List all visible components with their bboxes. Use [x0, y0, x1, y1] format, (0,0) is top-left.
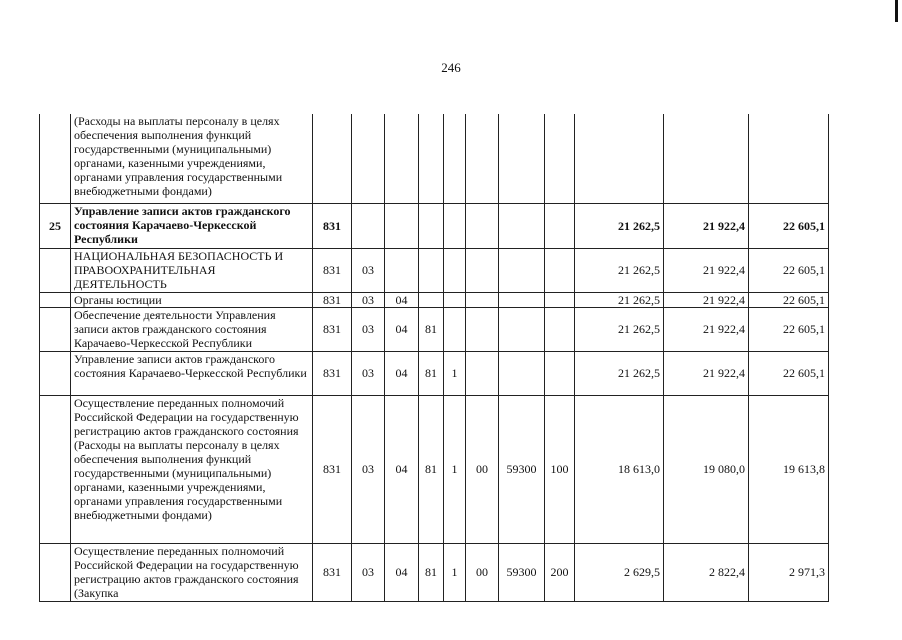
subprogram-code: [444, 114, 466, 203]
expense-code: 59300: [499, 543, 545, 601]
direction-code: 00: [466, 395, 499, 543]
page-number: 246: [441, 60, 461, 75]
item-name: Обеспечение деятельности Управления записи актов гражданского состояния Карачаево-Черкесской Республики: [71, 307, 313, 351]
subsection-code: [385, 203, 419, 248]
item-name: Осуществление переданных полномочий Российской Федерации на государственную регистрацию актов гражданского состояния (Расходы на выплаты персоналу в целях обеспечения выполнения функций государственными (муниципальными) органами, казенными учреждениями, органами управления государственными внебюджетными фондами): [71, 395, 313, 543]
subprogram-code: 1: [444, 543, 466, 601]
expense-type-code: [545, 203, 575, 248]
item-name: Органы юстиции: [71, 292, 313, 307]
section-code: 03: [352, 351, 385, 395]
table-row: [40, 114, 829, 203]
subprogram-code: [444, 203, 466, 248]
expense-code: [499, 351, 545, 395]
section-code: 03: [352, 248, 385, 292]
ved-code: 831: [313, 543, 352, 601]
item-name: (Расходы на выплаты персоналу в целях обеспечения выполнения функций государственными (муниципальными) органами, казенными учреждениями, органами управления государственными внебюджетными фондами): [71, 114, 313, 203]
amount-year-3: 22 605,1: [749, 248, 829, 292]
row-number: [40, 292, 71, 307]
direction-code: [466, 307, 499, 351]
amount-year-2: 21 922,4: [664, 203, 749, 248]
expense-type-code: [545, 351, 575, 395]
subsection-code: 04: [385, 351, 419, 395]
program-code: [419, 292, 444, 307]
ved-code: 831: [313, 395, 352, 543]
item-name: Осуществление переданных полномочий Российской Федерации на государственную регистрацию актов гражданского состояния (Закупка: [71, 543, 313, 601]
row-number: 25: [40, 203, 71, 248]
ved-code: 831: [313, 292, 352, 307]
ved-code: 831: [313, 203, 352, 248]
direction-code: [466, 114, 499, 203]
amount-year-2: 21 922,4: [664, 351, 749, 395]
expense-type-code: [545, 292, 575, 307]
expense-code: [499, 248, 545, 292]
section-code: 03: [352, 292, 385, 307]
row-number: [40, 248, 71, 292]
direction-code: [466, 203, 499, 248]
expense-type-code: [545, 307, 575, 351]
direction-code: [466, 292, 499, 307]
section-code: 03: [352, 307, 385, 351]
subsection-code: [385, 114, 419, 203]
program-code: [419, 203, 444, 248]
direction-code: 00: [466, 543, 499, 601]
amount-year-1: 21 262,5: [575, 292, 664, 307]
subprogram-code: 1: [444, 395, 466, 543]
page-edge-mark: [895, 0, 898, 22]
amount-year-2: 21 922,4: [664, 307, 749, 351]
subprogram-code: [444, 248, 466, 292]
amount-year-3: 22 605,1: [749, 351, 829, 395]
expense-code: [499, 114, 545, 203]
table-row: [40, 395, 829, 543]
expense-type-code: [545, 114, 575, 203]
amount-year-2: 19 080,0: [664, 395, 749, 543]
amount-year-2: 21 922,4: [664, 292, 749, 307]
ved-code: 831: [313, 351, 352, 395]
subsection-code: [385, 248, 419, 292]
amount-year-1: 21 262,5: [575, 248, 664, 292]
row-number: [40, 543, 71, 601]
amount-year-3: 22 605,1: [749, 292, 829, 307]
table-row: [40, 292, 829, 307]
expense-type-code: 200: [545, 543, 575, 601]
expense-code: [499, 292, 545, 307]
item-name: Управление записи актов гражданского состояния Карачаево-Черкесской Республики: [71, 203, 313, 248]
table-row: [40, 203, 829, 248]
program-code: [419, 248, 444, 292]
budget-table: [39, 114, 829, 602]
subprogram-code: [444, 307, 466, 351]
subsection-code: 04: [385, 395, 419, 543]
subprogram-code: 1: [444, 351, 466, 395]
section-code: [352, 203, 385, 248]
amount-year-3: [749, 114, 829, 203]
amount-year-1: [575, 114, 664, 203]
table-row: [40, 248, 829, 292]
expense-code: [499, 307, 545, 351]
expense-type-code: 100: [545, 395, 575, 543]
amount-year-3: 22 605,1: [749, 307, 829, 351]
amount-year-1: 21 262,5: [575, 351, 664, 395]
amount-year-2: 21 922,4: [664, 248, 749, 292]
amount-year-1: 18 613,0: [575, 395, 664, 543]
section-code: 03: [352, 543, 385, 601]
program-code: 81: [419, 395, 444, 543]
amount-year-3: 22 605,1: [749, 203, 829, 248]
expense-code: 59300: [499, 395, 545, 543]
item-name: Управление записи актов гражданского состояния Карачаево-Черкесской Республики: [71, 351, 313, 395]
program-code: 81: [419, 307, 444, 351]
subsection-code: 04: [385, 543, 419, 601]
amount-year-3: 2 971,3: [749, 543, 829, 601]
amount-year-2: 2 822,4: [664, 543, 749, 601]
ved-code: 831: [313, 248, 352, 292]
expense-code: [499, 203, 545, 248]
subsection-code: 04: [385, 292, 419, 307]
expense-type-code: [545, 248, 575, 292]
ved-code: 831: [313, 307, 352, 351]
amount-year-1: 2 629,5: [575, 543, 664, 601]
section-code: [352, 114, 385, 203]
row-number: [40, 307, 71, 351]
section-code: 03: [352, 395, 385, 543]
subsection-code: 04: [385, 307, 419, 351]
direction-code: [466, 248, 499, 292]
table-row: [40, 307, 829, 351]
item-name: НАЦИОНАЛЬНАЯ БЕЗОПАСНОСТЬ И ПРАВООХРАНИТЕЛЬНАЯ ДЕЯТЕЛЬНОСТЬ: [71, 248, 313, 292]
program-code: [419, 114, 444, 203]
row-number: [40, 351, 71, 395]
program-code: 81: [419, 543, 444, 601]
subprogram-code: [444, 292, 466, 307]
amount-year-1: 21 262,5: [575, 203, 664, 248]
program-code: 81: [419, 351, 444, 395]
amount-year-1: 21 262,5: [575, 307, 664, 351]
amount-year-3: 19 613,8: [749, 395, 829, 543]
row-number: [40, 114, 71, 203]
row-number: [40, 395, 71, 543]
ved-code: [313, 114, 352, 203]
amount-year-2: [664, 114, 749, 203]
table-row: [40, 351, 829, 395]
table-row: [40, 543, 829, 601]
direction-code: [466, 351, 499, 395]
